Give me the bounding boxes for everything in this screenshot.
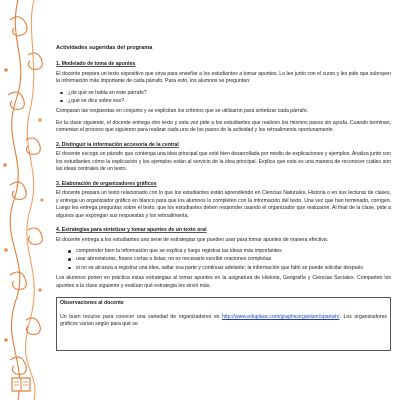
observations-title: Observaciones al docente [60, 300, 124, 307]
paragraph: El docente entrega a los estudiantes una serie de estrategias que pueden usar para tomar apuntes de manera efectiva: [56, 236, 329, 243]
list-item: ¿de qué se habla en este párrafo? [68, 90, 391, 97]
section-informacion-central [56, 142, 391, 174]
section-heading: 2. Distinguir la información accesoria de la central [56, 141, 179, 148]
observations-text [60, 314, 387, 329]
paragraph: El docente prepara un texto expositivo que sirva para enseñar a los estudiantes a tomar apuntes. Lo lee junto con el curso y les pide que subrayen la información más importante de cada párrafo. Para esto, los alumnos se preguntan: [56, 70, 391, 85]
paragraph: El docente prepara un texto relacionado con lo que los estudiantes están aprendiendo en Ciencias Naturales, Historia o en sus lecturas de clases, y entrega un organizador gráfico en blanco para que los alumnos lo completen con la información del texto. Una vez que han terminado, corrigen. Luego les entrega preguntas sobre el texto, que los estudiantes deben responder usando el organizador que realizaron. Al final de la clase, pide a algunos que expongan sus respuestas y los retroalimenta. [56, 190, 391, 219]
paragraph: En la clase siguiente, el docente entrega otro texto y esta vez pide a los estudiantes que realicen los mismos pasos sin ayuda. Cuando terminan, comentan el proceso que siguieron para realizar cada uno de los pasos de la actividad y los retroalimenta oportunamente. [56, 119, 391, 134]
list-item: comprender bien la información que se explica y luego registrar las ideas más importantes [76, 248, 391, 255]
section-estrategias [56, 227, 391, 290]
decorative-swirl-border [0, 0, 50, 400]
paragraph: Comparan las respuestas en conjunto y se explicitan los criterios que se utilizaron para sintetizar cada párrafo. [56, 108, 309, 115]
strategy-list [56, 248, 391, 272]
section-heading: 1. Modelado de toma de apuntes [56, 61, 136, 68]
section-organizadores [56, 181, 391, 220]
list-item: si no se alcanza a registrar una idea, saltar esa parte y continuar adelante; la información que faltó se puede solicitar después [76, 265, 391, 272]
paragraph: Los alumnos ponen en práctica estas estrategias al tomar apuntes en la asignatura de Historia, Geografía y Ciencias Sociales. Comparten los apuntes a la clase siguiente y evalúan qué estrategia les sirvió más. [56, 275, 391, 289]
book-icon [12, 378, 30, 391]
observations-text-end: . Los organizadores gráficos varían según para qué se [60, 313, 387, 328]
document-title: Actividades sugeridas del programa [56, 45, 153, 51]
section-heading: 4. Estrategias para sintetizar y tomar apuntes de un texto oral [56, 227, 207, 234]
section-heading: 3. Elaboración de organizadores gráficos [56, 180, 157, 187]
observations-text-start: Un buen recurso para conocer una variedad de organizadores es [60, 313, 222, 320]
list-item: ¿qué se dice sobre eso? [68, 98, 391, 105]
list-item: usar abreviaturas, frases cortas o listas; no es necesario escribir oraciones completas [76, 256, 391, 263]
document-body [56, 44, 391, 351]
question-list [56, 90, 391, 106]
paragraph: El docente escoge un párrafo que contenga una idea principal que esté bien desarrollada por medio de explicaciones y ejemplos. Analiza junto con los estudiantes cómo la explicación y los ejemplos están al servicio de la idea principal. Explica que esta es una manera de reconocer cuáles son las ideas centrales de un texto. [56, 151, 391, 173]
resource-link[interactable]: http://www.eduplace.com/graphicorganizer/spanish/ [222, 313, 340, 320]
section-modelado [56, 61, 391, 135]
observations-box [56, 297, 391, 351]
